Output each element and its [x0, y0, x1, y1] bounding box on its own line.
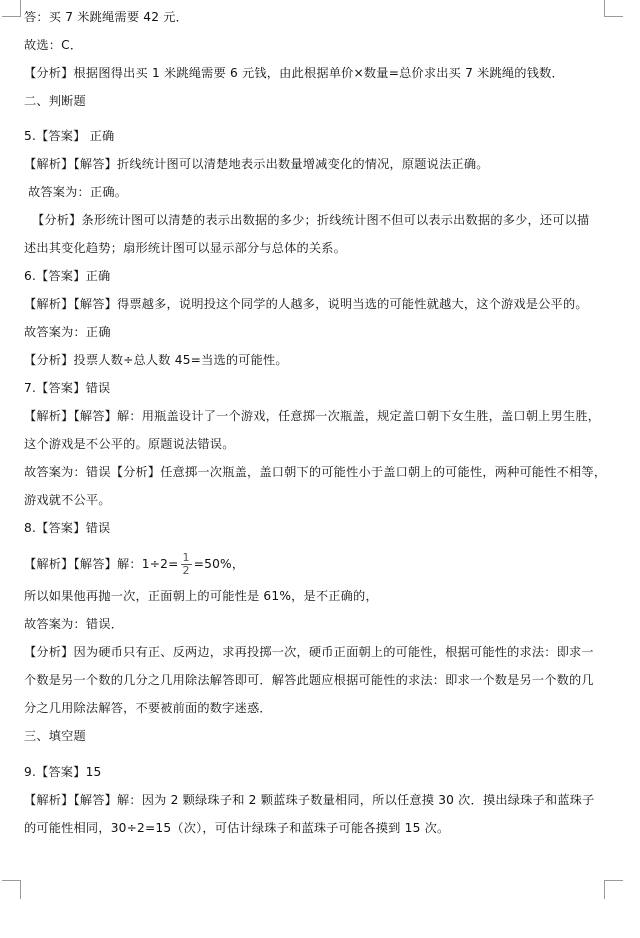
analysis-paragraph: 【分析】根据图得出买 1 米跳绳需要 6 元钱，由此根据单价×数量=总价求出买 7 米跳绳的钱数．: [24, 66, 564, 80]
question-7-explanation-cont: 这个游戏是不公平的。原题说法错误。: [24, 437, 235, 451]
section-heading-judgement: 二、判断题: [24, 94, 86, 108]
question-6-analysis: 【分析】投票人数÷总人数 45=当选的可能性。: [24, 353, 288, 367]
question-8-analysis-end: 分之几用除法解答，不要被前面的数字迷惑．: [24, 701, 272, 715]
question-5-analysis: 【分析】条形统计图可以清楚的表示出数据的多少；折线统计图不但可以表示出数据的多少，还可以描: [32, 213, 590, 227]
question-7-conclusion-cont: 游戏就不公平。: [24, 493, 111, 507]
choice-line: 故选：C．: [24, 38, 83, 52]
question-9-answer: 9.【答案】15: [24, 765, 102, 779]
question-5-answer: 5.【答案】 正确: [24, 129, 115, 143]
question-6-explanation: 【解析】【解答】得票越多，说明投这个同学的人越多，说明当选的可能性就越大，这个游戏是公平的。: [24, 297, 588, 311]
question-8-analysis: 【分析】因为硬币只有正、反两边，求再投掷一次，硬币正面朝上的可能性，根据可能性的求法：即求一: [24, 645, 594, 659]
question-6-conclusion: 故答案为：正确: [24, 325, 111, 339]
question-7-conclusion: 故答案为：错误【分析】任意掷一次瓶盖，盖口朝下的可能性小于盖口朝上的可能性，两种可能性不相等，: [24, 465, 607, 479]
question-5-analysis-cont: 述出其变化趋势；扇形统计图可以显示部分与总体的关系。: [24, 241, 347, 255]
question-9-explanation-cont: 的可能性相同，30÷2=15（次），可估计绿珠子和蓝珠子可能各摸到 15 次。: [24, 821, 450, 835]
question-5-conclusion: 故答案为：正确。: [28, 185, 128, 199]
answer-line: 答：买 7 米跳绳需要 42 元．: [24, 10, 189, 24]
page-corner-mark-top-right: [604, 0, 623, 17]
question-8-statement: 所以如果他再抛一次，正面朝上的可能性是 61%，是不正确的，: [24, 589, 378, 603]
question-5-explanation: 【解析】【解答】折线统计图可以清楚地表示出数量增减变化的情况，原题说法正确。: [24, 157, 489, 171]
page-corner-mark-bottom-left: [2, 880, 21, 899]
fraction-numerator: 1: [182, 551, 190, 564]
question-7-answer: 7.【答案】错误: [24, 381, 111, 395]
fraction-denominator: 2: [182, 564, 190, 577]
question-8-answer: 8.【答案】错误: [24, 521, 111, 535]
question-9-explanation: 【解析】【解答】解：因为 2 颗绿珠子和 2 颗蓝珠子数量相同，所以任意摸 30 次．摸出绿珠子和蓝珠子: [24, 793, 595, 807]
question-7-explanation: 【解析】【解答】解：用瓶盖设计了一个游戏，任意掷一次瓶盖，规定盖口朝下女生胜，盖口朝上男生胜，: [24, 409, 601, 423]
fraction-one-half: [181, 552, 192, 577]
question-8-analysis-cont: 个数是另一个数的几分之几用除法解答即可．解答此题应根据可能性的求法：即求一个数是另一个数的几: [24, 673, 594, 687]
page-corner-mark-bottom-right: [604, 880, 623, 899]
page-corner-mark-top-left: [2, 0, 21, 17]
question-8-explanation: [24, 552, 244, 577]
fraction-suffix: =50%，: [193, 557, 245, 571]
fraction-prefix: 【解析】【解答】解：1÷2=: [24, 557, 179, 571]
question-8-conclusion: 故答案为：错误．: [24, 617, 124, 631]
section-heading-fill-blank: 三、填空题: [24, 729, 86, 743]
question-6-answer: 6.【答案】正确: [24, 269, 111, 283]
